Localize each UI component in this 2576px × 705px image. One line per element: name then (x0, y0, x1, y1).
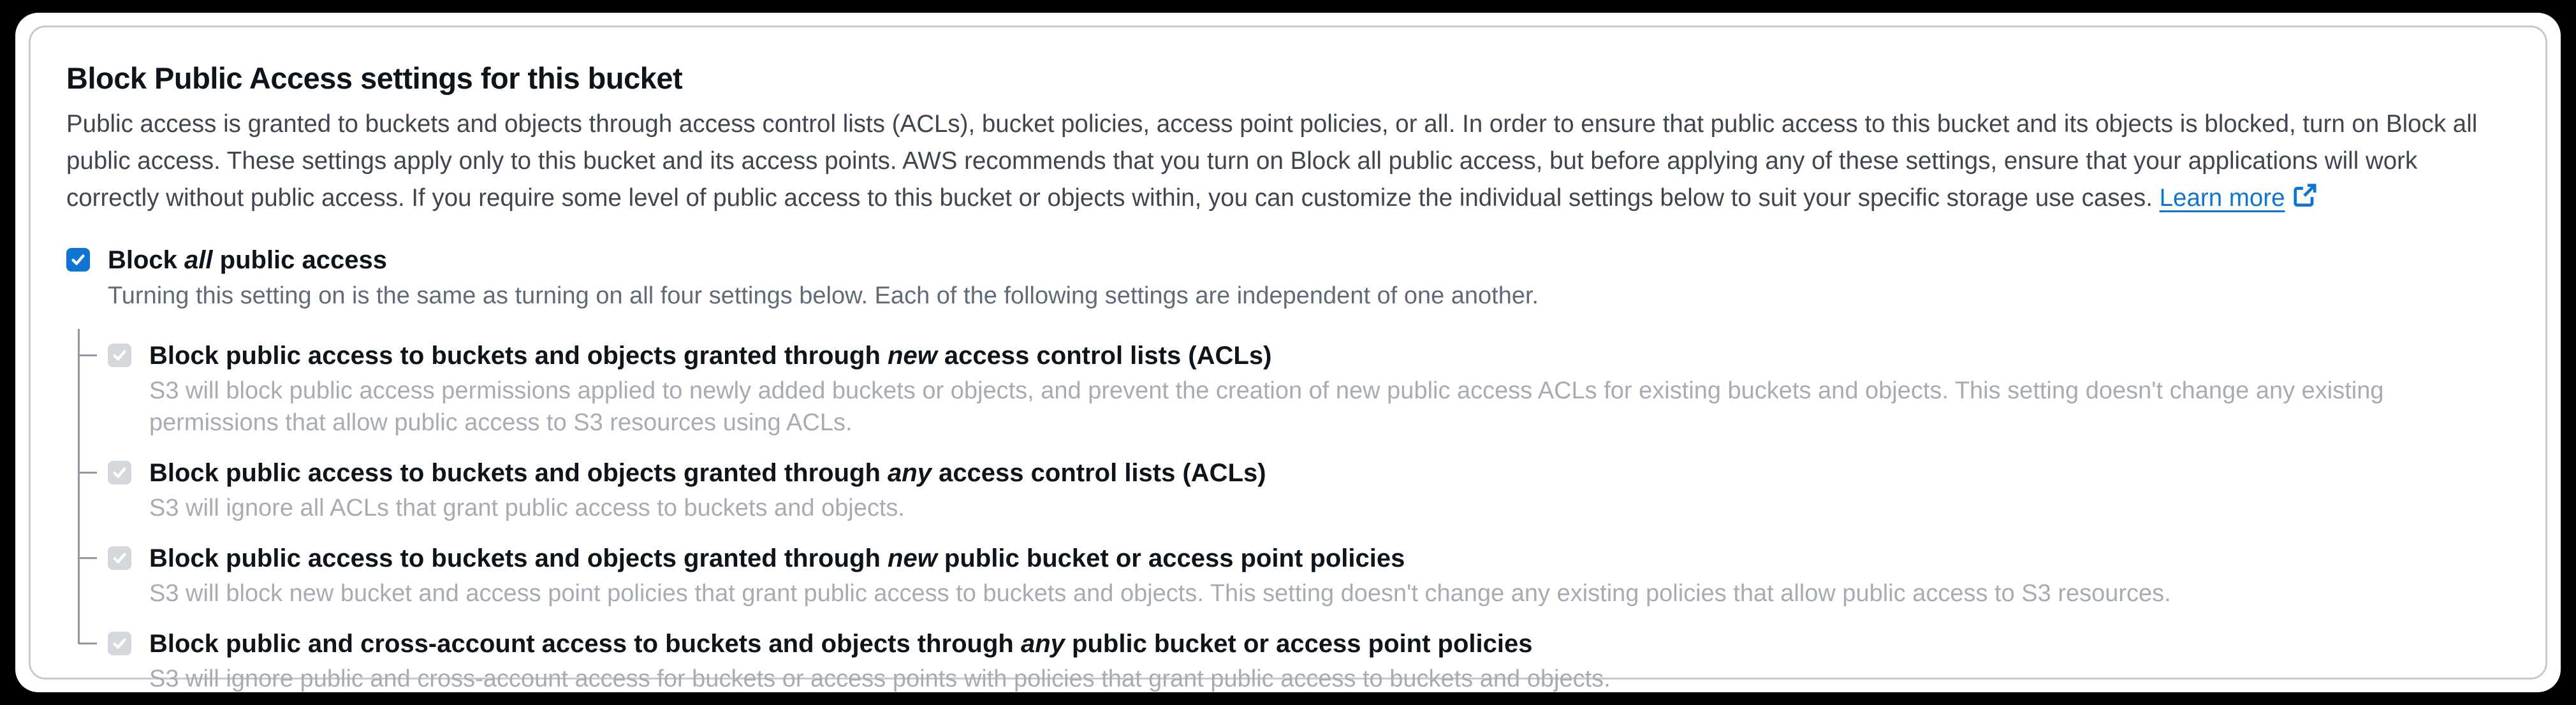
sub-setting-label-suffix: access control lists (ACLs) (931, 459, 1266, 487)
sub-setting-label-prefix: Block public access to buckets and objects granted through (149, 544, 888, 572)
panel-description-text: Public access is granted to buckets and objects through access control lists (ACLs), bucket policies, access point policies, or all. In order to ensure that public access to this bucket and its objects is blocked, turn on Block all public access. These settings apply only to this bucket and its access points. AWS recommends that you turn on Block all public access, but before applying any of these settings, ensure that your applications will work correctly without public access. If you require some level of public access to this bucket or objects within, you can customize the individual settings below to suit your specific storage use cases. (66, 110, 2478, 212)
checkmark-icon (110, 634, 129, 653)
block-public-access-panel (29, 25, 2547, 692)
sub-setting-label (149, 541, 2171, 576)
sub-setting-label-italic: new (888, 544, 937, 572)
sub-setting-item (78, 541, 2510, 609)
learn-more-label: Learn more (2159, 184, 2285, 212)
sub-setting-description: S3 will ignore public and cross-account access for buckets or access points with policies that grant public access to buckets and objects. (149, 665, 1611, 692)
block-all-checkbox[interactable] (66, 248, 90, 272)
sub-setting-description: S3 will ignore all ACLs that grant public access to buckets and objects. (149, 495, 905, 521)
sub-setting-label-suffix: access control lists (ACLs) (937, 342, 1272, 370)
sub-setting-item (78, 338, 2510, 439)
block-all-description: Turning this setting on is the same as turning on all four settings below. Each of the following settings are independent of one another. (108, 282, 1539, 309)
sub-setting-label (149, 338, 2445, 374)
sub-setting-label-prefix: Block public access to buckets and objects granted through (149, 342, 888, 370)
block-all-label-italic: all (184, 246, 213, 274)
sub-setting-label-suffix: public bucket or access point policies (937, 544, 1405, 572)
sub-setting-label-italic: new (888, 342, 937, 370)
sub-setting-description: S3 will block public access permissions applied to newly added buckets or objects, and prevent the creation of new public access ACLs for existing buckets and objects. This setting doesn't change any existing permissions that allow public access to S3 resources using ACLs. (149, 377, 2384, 436)
block-all-row (66, 242, 2510, 312)
panel-title: Block Public Access settings for this bucket (66, 61, 683, 95)
sub-setting-label (149, 626, 1611, 662)
block-all-label-suffix: public access (212, 246, 388, 274)
block-all-label[interactable] (108, 242, 1539, 278)
external-link-icon (2292, 182, 2318, 208)
sub-setting-label-italic: any (1020, 630, 1065, 658)
sub-setting-label-italic: any (888, 459, 932, 487)
checkmark-icon (110, 549, 129, 567)
sub-setting-checkbox[interactable] (108, 344, 131, 367)
sub-setting-description: S3 will block new bucket and access point policies that grant public access to buckets and objects. This setting doesn't change any existing policies that allow public access to S3 resources. (149, 580, 2171, 607)
sub-setting-label-suffix: public bucket or access point policies (1064, 630, 1533, 658)
learn-more-link[interactable] (2160, 184, 2318, 212)
sub-settings-group (78, 338, 2510, 695)
checkmark-icon (110, 346, 129, 365)
sub-setting-checkbox[interactable] (108, 632, 131, 655)
page-background-card (15, 13, 2561, 692)
checkmark-icon (110, 463, 129, 482)
panel-description (66, 106, 2508, 217)
checkmark-icon (69, 251, 87, 269)
sub-setting-checkbox[interactable] (108, 546, 131, 570)
block-all-label-prefix: Block (108, 246, 185, 274)
sub-setting-item (78, 455, 2510, 524)
sub-setting-checkbox[interactable] (108, 461, 131, 484)
sub-setting-item (78, 626, 2510, 695)
sub-setting-label-prefix: Block public and cross-account access to buckets and objects through (149, 630, 1021, 658)
sub-setting-label-prefix: Block public access to buckets and objects granted through (149, 459, 888, 487)
sub-setting-label (149, 455, 1266, 491)
